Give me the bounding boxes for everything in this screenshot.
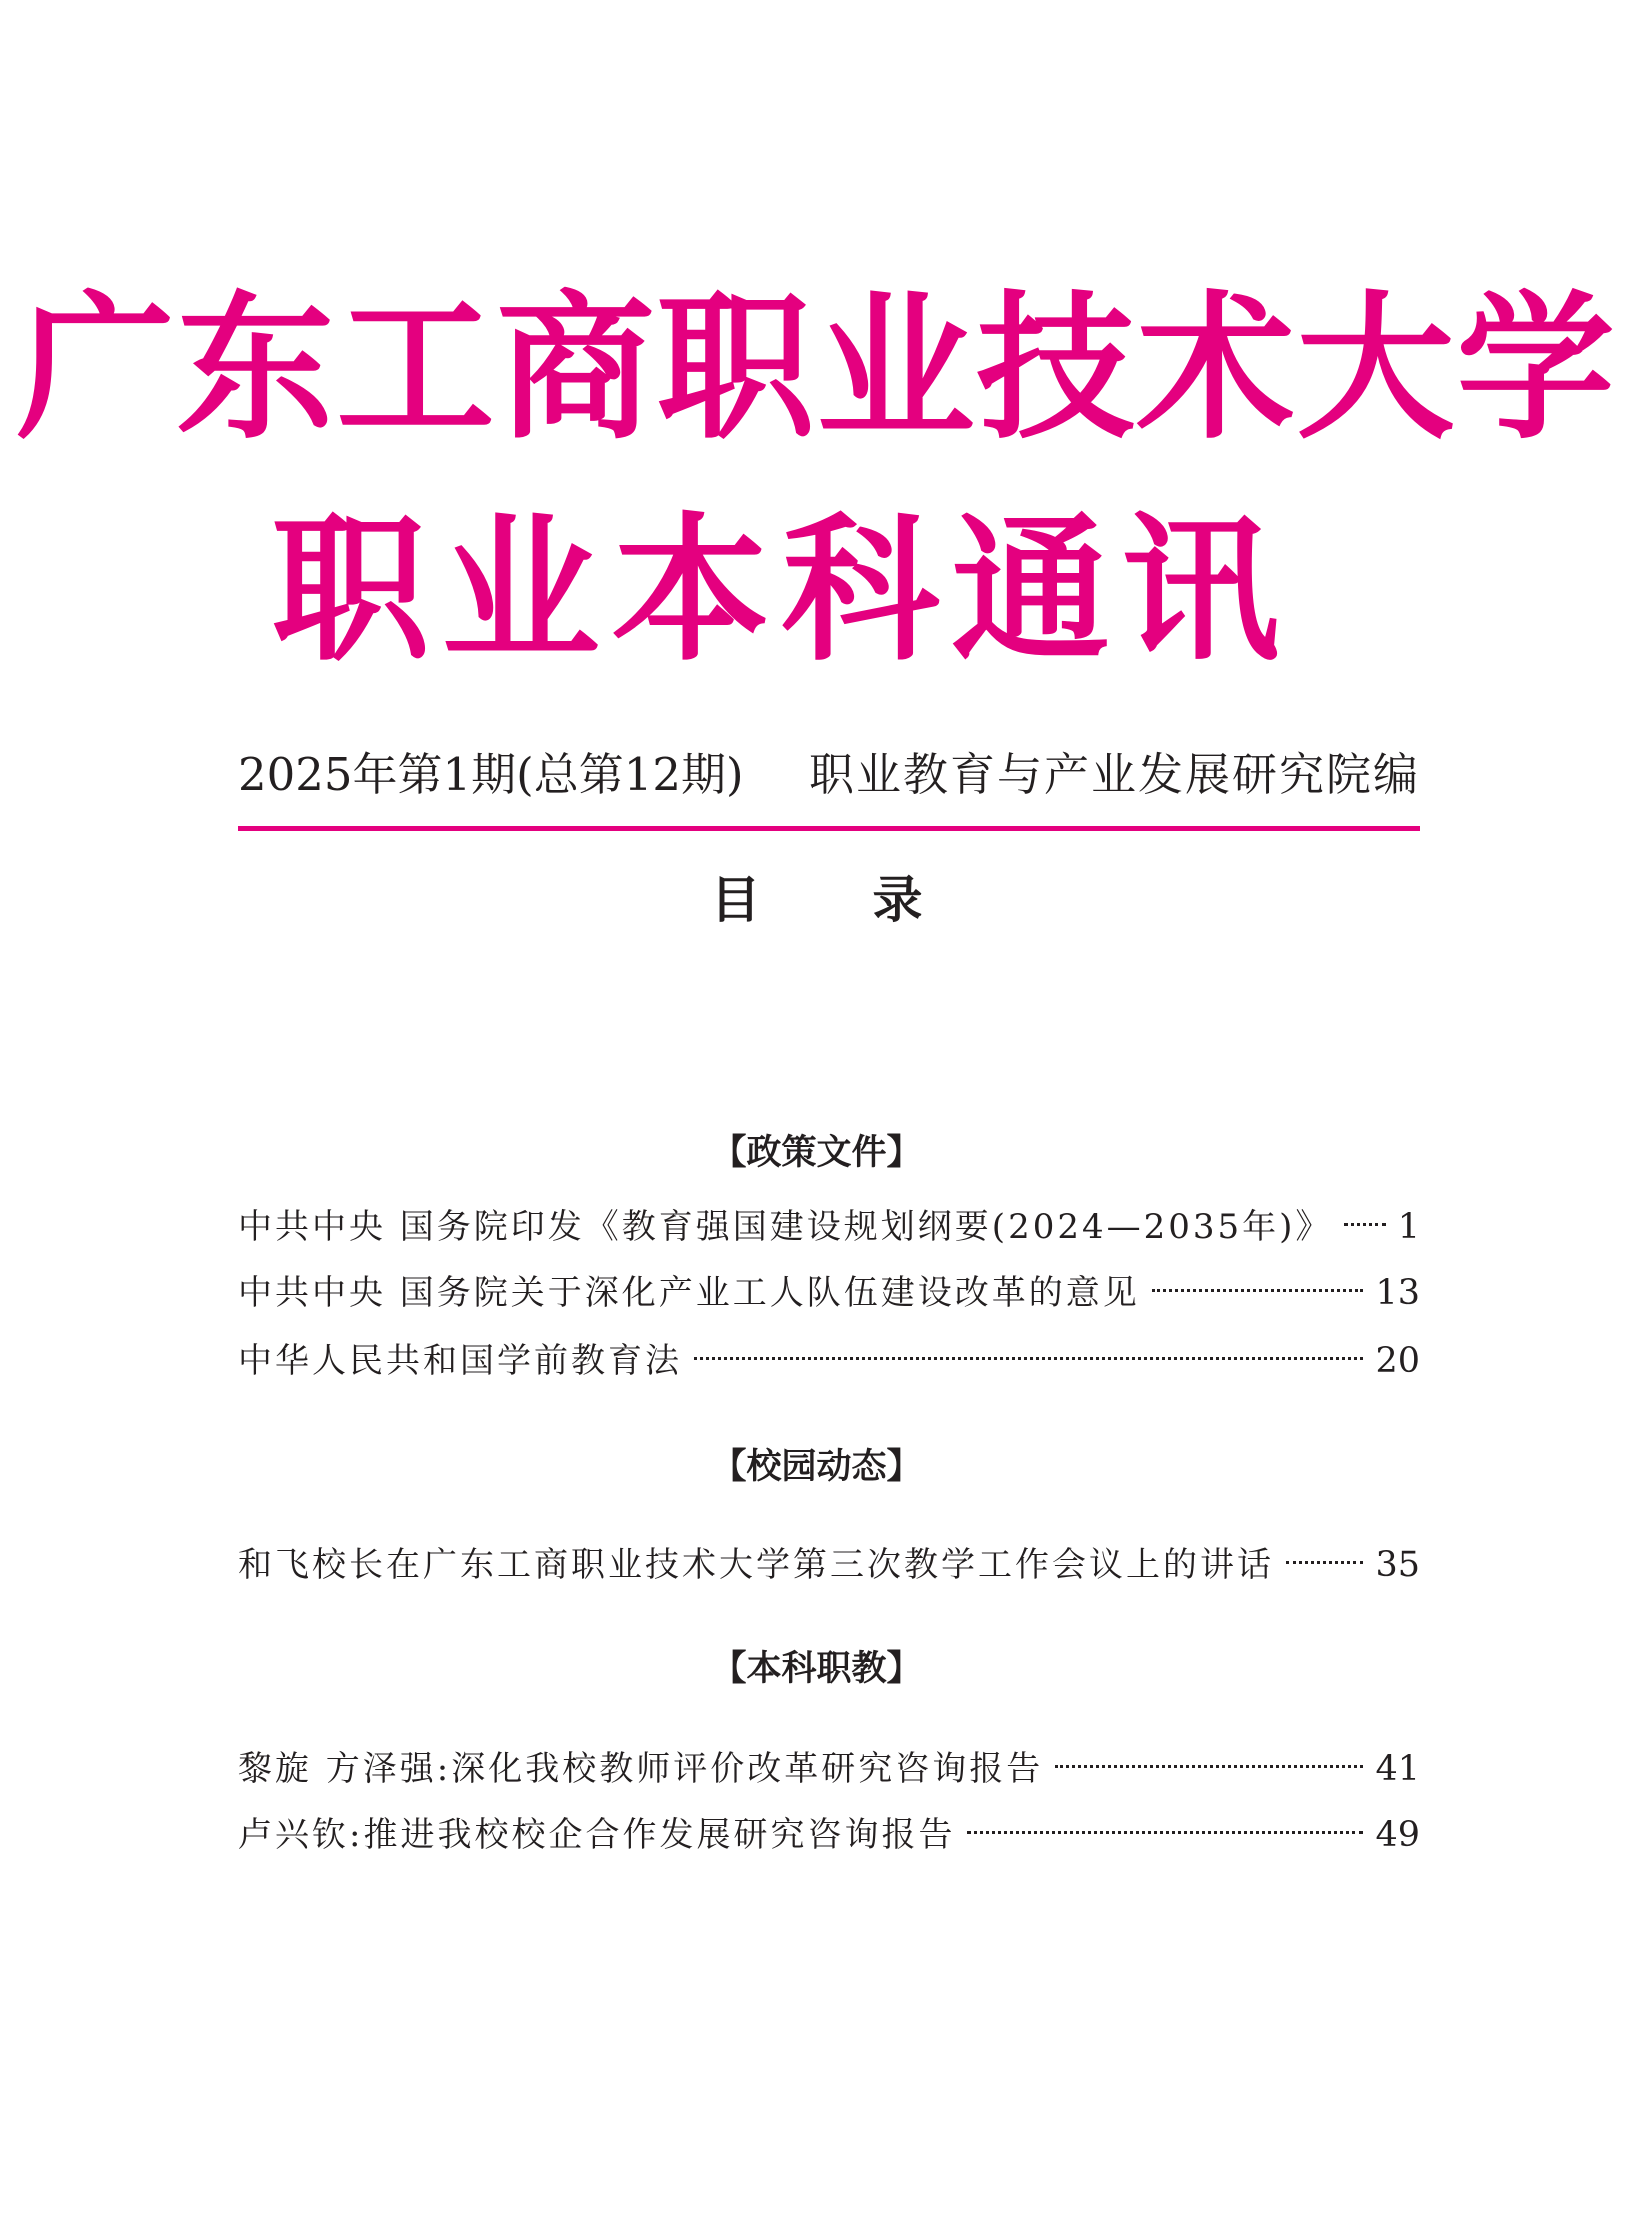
- toc-entry[interactable]: [238, 1538, 1420, 1592]
- issue-info: [238, 745, 1420, 805]
- toc-entry-page: 1: [1397, 1207, 1420, 1247]
- publication-title-line2: 职业本科通讯: [271, 498, 1292, 683]
- toc-entry-page: 13: [1375, 1273, 1420, 1313]
- toc-entry[interactable]: [238, 1200, 1420, 1254]
- toc-entry-title: 卢兴钦:推进我校校企合作发展研究咨询报告: [238, 1815, 956, 1855]
- toc-entry-title: 中共中央 国务院关于深化产业工人队伍建设改革的意见: [238, 1273, 1140, 1313]
- toc-entry-page: 41: [1375, 1749, 1420, 1789]
- dot-leader: [1344, 1223, 1385, 1226]
- toc-entry-page: 35: [1375, 1545, 1420, 1585]
- dot-leader: [694, 1357, 1363, 1360]
- toc-entry-title: 中共中央 国务院印发《教育强国建设规划纲要(2024—2035年)》: [238, 1207, 1333, 1247]
- toc-entry-title: 和飞校长在广东工商职业技术大学第三次教学工作会议上的讲话: [238, 1545, 1274, 1585]
- publication-title-line1: 广东工商职业技术大学: [16, 276, 1617, 461]
- section-title-policy: 【政策文件】: [711, 1133, 922, 1173]
- dot-leader: [1152, 1289, 1364, 1292]
- toc-entry[interactable]: [238, 1808, 1420, 1862]
- toc-entry-title: 黎旋 方泽强:深化我校教师评价改革研究咨询报告: [238, 1749, 1044, 1789]
- section-title-undergrad: 【本科职教】: [711, 1649, 922, 1689]
- toc-entry[interactable]: [238, 1266, 1420, 1320]
- section-title-campus: 【校园动态】: [711, 1447, 922, 1487]
- issue-editor: 职业教育与产业发展研究院编: [808, 748, 1420, 801]
- toc-heading: 目录: [710, 871, 1035, 929]
- issue-number: 2025年第1期(总第12期): [238, 748, 744, 801]
- dot-leader: [1286, 1561, 1363, 1564]
- dot-leader: [1055, 1765, 1363, 1768]
- toc-entry-title: 中华人民共和国学前教育法: [238, 1341, 682, 1381]
- toc-entry-page: 49: [1375, 1815, 1420, 1855]
- dot-leader: [967, 1831, 1363, 1834]
- header-divider: [238, 826, 1420, 831]
- toc-entry[interactable]: [238, 1742, 1420, 1796]
- toc-entry-page: 20: [1375, 1341, 1420, 1381]
- toc-entry[interactable]: [238, 1334, 1420, 1388]
